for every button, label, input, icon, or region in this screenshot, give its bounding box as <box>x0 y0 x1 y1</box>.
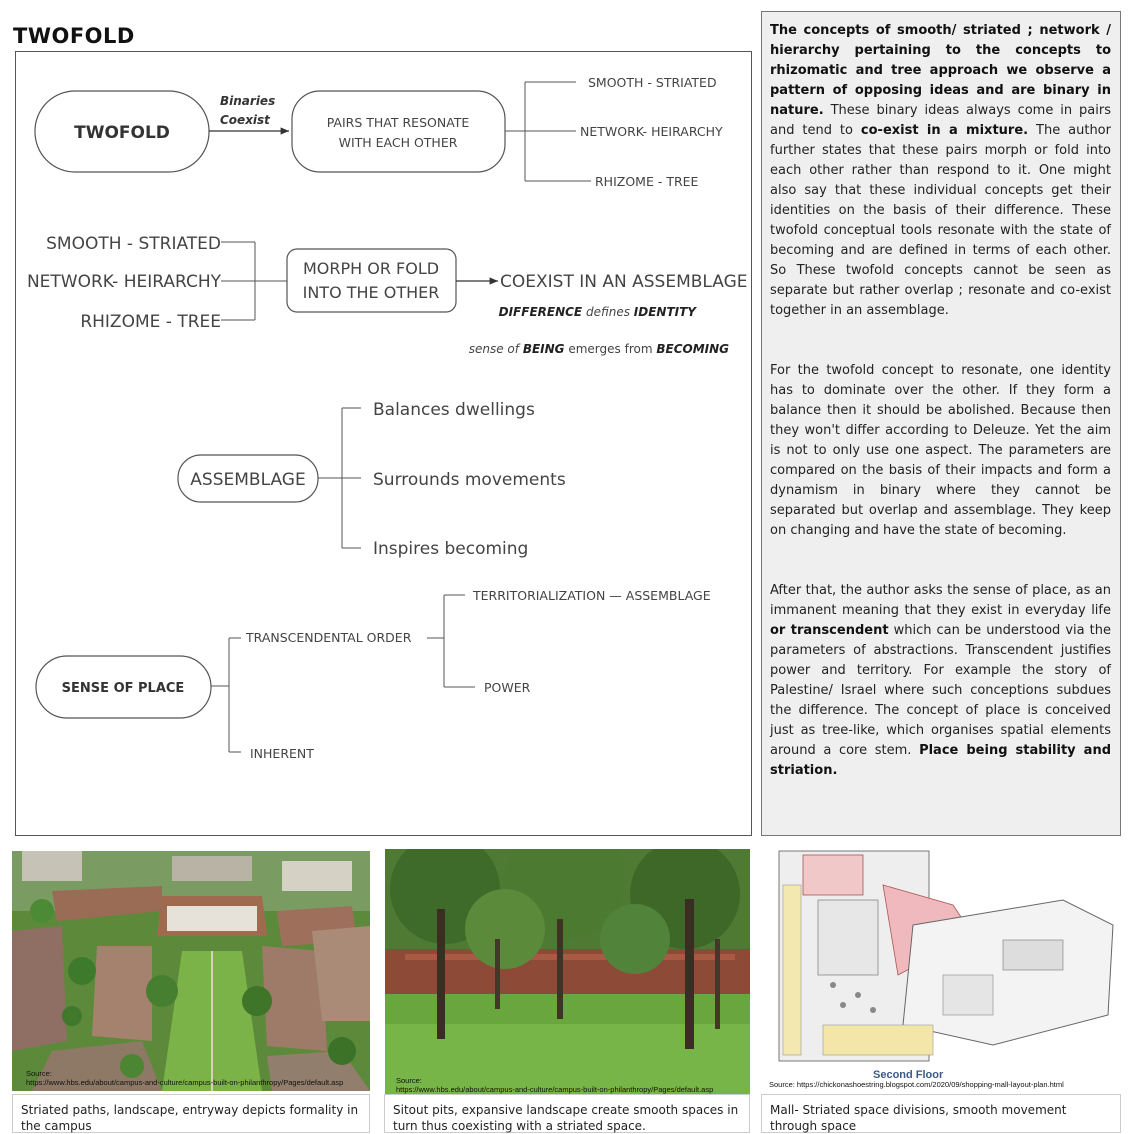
photo3-source: Source: https://chickonashoestring.blogspot.com/2020/09/shopping-mall-layout-plan.html <box>769 1080 1064 1089</box>
pairs-node-line2: WITH EACH OTHER <box>338 135 458 150</box>
difference-identity-line: DIFFERENCE defines IDENTITY <box>498 305 696 319</box>
territorialization-label: TERRITORIALIZATION — ASSEMBLAGE <box>473 588 711 603</box>
assemblage-section <box>178 400 566 559</box>
paragraph-twofold <box>770 21 1111 321</box>
photo-mall-plan <box>763 845 1121 1092</box>
sense-of-place-label: SENSE OF PLACE <box>61 681 185 696</box>
text-run: or transcendent <box>770 623 889 638</box>
morph-item-rhizome: RHIZOME - TREE <box>80 312 221 332</box>
morph-item-smooth: SMOOTH - STRIATED <box>46 234 221 254</box>
assemblage-item-becoming: Inspires becoming <box>373 539 529 559</box>
assemblage-item-movements: Surrounds movements <box>373 470 566 490</box>
twofold-node-label: TWOFOLD <box>74 123 170 143</box>
morph-node-line1: MORPH OR FOLD <box>302 259 440 278</box>
power-label: POWER <box>484 680 531 695</box>
paragraph-sense-of-place <box>770 581 1111 781</box>
coexist-assemblage-label: COEXIST IN AN ASSEMBLAGE <box>500 272 748 292</box>
concept-diagram <box>15 51 752 836</box>
morph-item-network: NETWORK- HEIRARCHY <box>26 272 221 292</box>
plan-floor-label: Second Floor <box>873 1069 944 1081</box>
photo-campus-aerial <box>12 851 370 1091</box>
morph-section <box>27 234 748 356</box>
diagram-canvas <box>16 52 753 837</box>
sense-of-place-section <box>36 588 711 761</box>
caption-campus-lawn: Sitout pits, expansive landscape create smooth spaces in turn thus coexisting with a striated space. <box>384 1094 750 1133</box>
text-panel <box>761 11 1121 836</box>
photo1-source: Source: https://www.hbs.edu/about/campus-and-culture/campus-built-on-philanthropy/Pages/default.asp <box>26 1069 344 1087</box>
arrow-label-coexist: Coexist <box>220 113 270 127</box>
text-run: which can be understood via the parameters of abstractions. Transcendent justifies power and territory. For example the story of Palestine/ Israel where such conceptions subdues the difference. The concept of place is conceived just as tree-like, which organises spatial elements around a core stem. <box>770 623 1111 758</box>
text-run: co-exist in a mixture. <box>860 123 1029 138</box>
photo-campus-lawn <box>385 849 750 1097</box>
caption-campus-aerial: Striated paths, landscape, entryway depicts formality in the campus <box>12 1094 370 1133</box>
paragraph-resonate <box>770 361 1111 541</box>
being-becoming-line: sense of BEING emerges from BECOMING <box>468 342 729 356</box>
inherent-label: INHERENT <box>250 746 314 761</box>
assemblage-item-dwellings: Balances dwellings <box>373 400 535 420</box>
branch-rhizome-tree: RHIZOME - TREE <box>595 174 699 189</box>
page-title: TWOFOLD <box>13 24 135 48</box>
assemblage-node-label: ASSEMBLAGE <box>190 470 306 490</box>
arrow-label-binaries: Binaries <box>220 94 276 108</box>
text-run: After that, the author asks the sense of place, as an immanent meaning that they exist in everyday life <box>770 583 1111 618</box>
twofold-section <box>35 75 723 189</box>
pairs-node <box>292 91 505 172</box>
pairs-node-line1: PAIRS THAT RESONATE <box>326 115 470 130</box>
text-run: For the twofold concept to resonate, one identity has to dominate over the other. If they form a balance then it should be abolished. Because then they won't differ according to Deleuze. Yet the aim is not to only use one aspect. The parameters are compared on the basis of their impacts and form a dynamism in binary where they cannot be separated but overlap and assemblage. They keep on changing and have the state of becoming. <box>770 363 1111 538</box>
caption-mall-plan: Mall- Striated space divisions, smooth movement through space <box>761 1094 1121 1133</box>
photo2-source: Source: https://www.hbs.edu/about/campus-and-culture/campus-built-on-philanthropy/Pages/default.asp <box>396 1076 714 1094</box>
text-run: The author further states that these pairs morph or fold into each other rather than respond to it. One might also say that these individual concepts get their identities on the basis of their difference. These twofold conceptual tools resonate with the state of becoming and are defined in terms of each other. So These twofold concepts cannot be seen as separate but rather overlap ; resonate and co-exist together in an assemblage. <box>770 123 1111 318</box>
branch-network-hierarchy: NETWORK- HEIRARCHY <box>580 124 723 139</box>
text-run: These binary ideas always come in pairs and tend to <box>770 103 1111 138</box>
transcendental-order-label: TRANSCENDENTAL ORDER <box>246 630 412 645</box>
morph-node-line2: INTO THE OTHER <box>302 283 440 302</box>
text-run: The concepts of smooth/ striated ; network / hierarchy pertaining to the concepts to rhizomatic and tree approach we observe a pattern of opposing ideas and are binary in nature. <box>770 23 1111 118</box>
text-run: Place being stability and striation. <box>770 743 1111 778</box>
branch-smooth-striated: SMOOTH - STRIATED <box>588 75 717 90</box>
